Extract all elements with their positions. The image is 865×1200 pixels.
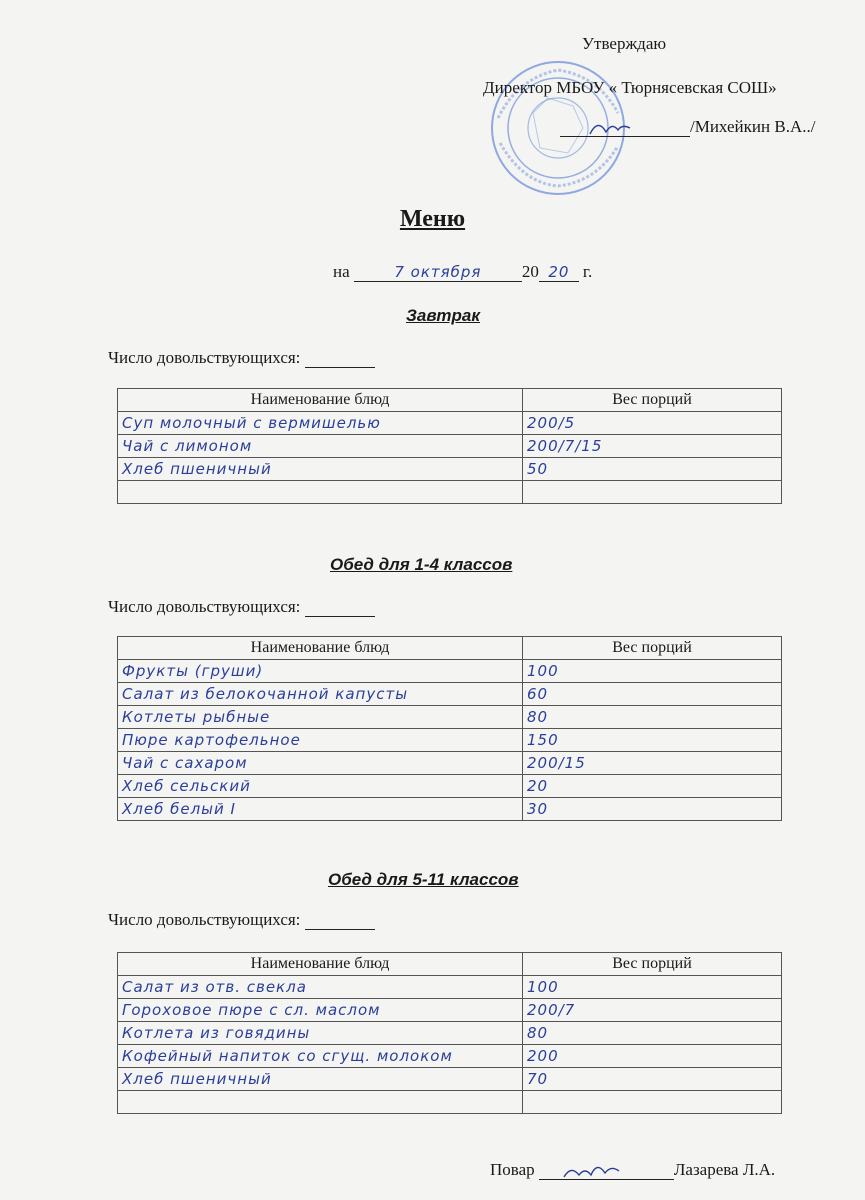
dish-cell: Суп молочный с вермишелью xyxy=(118,412,523,435)
lunch-1-4-count xyxy=(108,597,375,617)
table-header-row xyxy=(118,953,782,976)
lunch-5-11-title: Обед для 5-11 классов xyxy=(328,870,519,889)
lunch-5-11-count xyxy=(108,910,375,930)
breakfast-title: Завтрак xyxy=(406,306,480,325)
count-label: Число довольствующихся: xyxy=(108,910,301,929)
weight-cell: 200/7/15 xyxy=(523,435,782,458)
date-line xyxy=(333,262,592,282)
weight-cell: 200 xyxy=(523,1045,782,1068)
director-signature-icon xyxy=(560,120,690,138)
dish-cell: Чай с сахаром xyxy=(118,752,523,775)
dish-cell: Фрукты (груши) xyxy=(118,660,523,683)
table-row xyxy=(118,458,782,481)
table-row xyxy=(118,752,782,775)
table-row xyxy=(118,481,782,504)
signature-blank xyxy=(560,120,690,137)
count-label: Число довольствующихся: xyxy=(108,597,301,616)
table-header-row xyxy=(118,637,782,660)
breakfast-table xyxy=(117,388,782,504)
director-title: Директор МБОУ « Тюрнясевская СОШ» xyxy=(483,78,777,97)
dish-cell: Пюре картофельное xyxy=(118,729,523,752)
header-weight: Вес порций xyxy=(523,637,782,660)
table-row xyxy=(118,1022,782,1045)
weight-cell xyxy=(523,481,782,504)
header-dish-name: Наименование блюд xyxy=(118,637,523,660)
page-title: Меню xyxy=(399,206,466,232)
dish-cell: Котлеты рыбные xyxy=(118,706,523,729)
weight-cell: 150 xyxy=(523,729,782,752)
dish-cell: Кофейный напиток со сгущ. молоком xyxy=(118,1045,523,1068)
table-row xyxy=(118,683,782,706)
date-suffix: г. xyxy=(582,262,593,281)
weight-cell: 30 xyxy=(523,798,782,821)
table-row xyxy=(118,1091,782,1114)
dish-cell: Чай с лимоном xyxy=(118,435,523,458)
cook-signature-line xyxy=(490,1160,775,1180)
dish-cell: Салат из белокочанной капусты xyxy=(118,683,523,706)
table-row xyxy=(118,999,782,1022)
weight-cell: 100 xyxy=(523,976,782,999)
date-year-prefix: 20 xyxy=(521,262,539,281)
table-row xyxy=(118,775,782,798)
count-label: Число довольствующихся: xyxy=(108,348,301,367)
table-row xyxy=(118,1068,782,1091)
table-row xyxy=(118,435,782,458)
dish-cell xyxy=(118,1091,523,1114)
dish-cell: Хлеб пшеничный xyxy=(118,458,523,481)
table-row xyxy=(118,706,782,729)
lunch-5-11-table xyxy=(117,952,782,1114)
weight-cell: 60 xyxy=(523,683,782,706)
date-day-month: 7 октября xyxy=(354,263,522,282)
weight-cell: 80 xyxy=(523,706,782,729)
weight-cell: 100 xyxy=(523,660,782,683)
table-row xyxy=(118,729,782,752)
breakfast-count xyxy=(108,348,375,368)
header-weight: Вес порций xyxy=(523,953,782,976)
table-row xyxy=(118,660,782,683)
weight-cell: 200/15 xyxy=(523,752,782,775)
director-signature-line xyxy=(560,117,815,137)
dish-cell: Хлеб белый I xyxy=(118,798,523,821)
cook-label: Повар xyxy=(490,1160,535,1179)
dish-cell: Хлеб сельский xyxy=(118,775,523,798)
dish-cell: Гороховое пюре с сл. маслом xyxy=(118,999,523,1022)
weight-cell xyxy=(523,1091,782,1114)
table-row xyxy=(118,412,782,435)
dish-cell: Хлеб пшеничный xyxy=(118,1068,523,1091)
dish-cell xyxy=(118,481,523,504)
cook-signature-blank xyxy=(539,1161,674,1180)
cook-name: Лазарева Л.А. xyxy=(673,1160,776,1179)
header-weight: Вес порций xyxy=(523,389,782,412)
table-row xyxy=(118,1045,782,1068)
director-name: /Михейкин В.А../ xyxy=(690,117,816,136)
date-prefix: на xyxy=(333,262,350,281)
header-dish-name: Наименование блюд xyxy=(118,389,523,412)
dish-cell: Салат из отв. свекла xyxy=(118,976,523,999)
dish-cell: Котлета из говядины xyxy=(118,1022,523,1045)
weight-cell: 80 xyxy=(523,1022,782,1045)
weight-cell: 20 xyxy=(523,775,782,798)
table-row xyxy=(118,976,782,999)
weight-cell: 70 xyxy=(523,1068,782,1091)
count-blank xyxy=(305,353,375,368)
weight-cell: 200/5 xyxy=(523,412,782,435)
header-dish-name: Наименование блюд xyxy=(118,953,523,976)
count-blank xyxy=(305,915,375,930)
weight-cell: 50 xyxy=(523,458,782,481)
count-blank xyxy=(305,602,375,617)
weight-cell: 200/7 xyxy=(523,999,782,1022)
table-header-row xyxy=(118,389,782,412)
date-year-suffix: 20 xyxy=(539,263,579,282)
lunch-1-4-title: Обед для 1-4 классов xyxy=(330,555,513,574)
table-row xyxy=(118,798,782,821)
lunch-1-4-table xyxy=(117,636,782,821)
approval-label: Утверждаю xyxy=(582,34,667,53)
cook-signature-icon xyxy=(539,1161,674,1181)
